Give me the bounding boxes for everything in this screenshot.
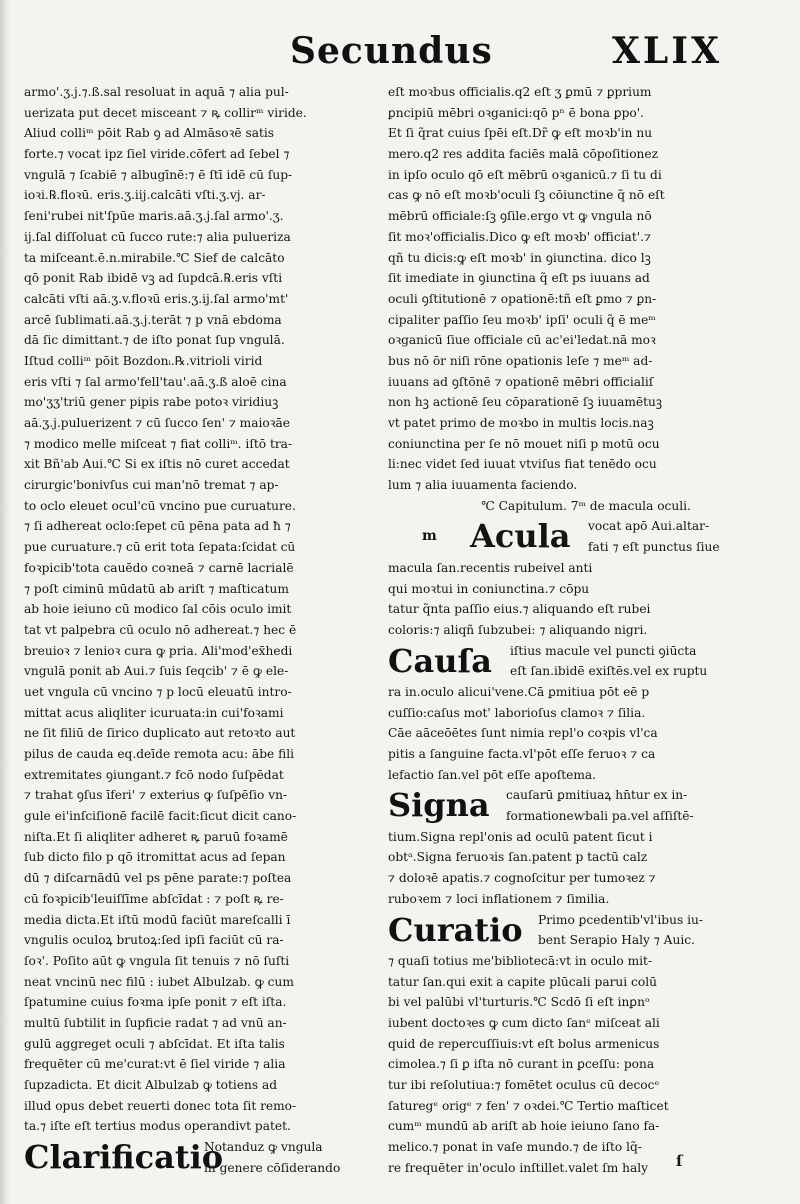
text-line: ꝑncipiū mēbri oꝛganici:qō pⁿ ē bona ꝑpo'.: [388, 105, 644, 120]
text-line: cas ꝙ nō eſt moꝛb'oculi ſꝫ cōiunctine q̃ nō eſt: [388, 188, 665, 203]
text-line: vngulā ponit ab Aui.⁊ ſuis ſeqcib' ⁊ ē ꝙ ele-: [24, 664, 289, 679]
text-line: frequēter cū me'curat:vt ē ſiel viride ⁊ alia: [24, 1057, 286, 1072]
text-line: Iſtud colliᵐ pōit Bozdonᵢ.℞.vitrioli virid: [24, 353, 263, 368]
text-line: breuioꝛ ⁊ lenioꝛ cura ꝙ pria. Ali'mod'ex̄hedi: [24, 643, 293, 658]
page-header: [0, 28, 800, 78]
chapter-heading: ℃ Capitulum. 7ᵐ de macula oculi.: [481, 498, 691, 513]
text-line: dū ⁊ diſcarnādū vel ps pēne parate:⁊ poſtea: [24, 871, 292, 886]
text-line: melico.⁊ ponat in vaſe mundo.⁊ de iſto lq̃-: [388, 1140, 642, 1155]
text-line: ta.⁊ iſte eſt tertius modus operandivt patet.: [24, 1119, 291, 1134]
right-text-column: [388, 82, 784, 1179]
text-line: ſit imediate in ꝯiunctina q̃ eſt ps iuuans ad: [388, 271, 650, 286]
text-line: eris vſti ⁊ ſal armo'fell'tau'.aā.ʒ.ß aloē cina: [24, 374, 287, 389]
causa-heading-row: [388, 641, 784, 682]
text-line: ab hoie ieiuno cū modico ſal cōis oculo imit: [24, 602, 292, 617]
text-line: media dicta.Et iſtū modū faciūt mareſcalli ī: [24, 912, 291, 927]
text-line: extremitates ꝯiungant.⁊ fcō nodo ſuſpēdat: [24, 767, 284, 782]
text-line: macula ſan.recentis rubeivel anti: [388, 560, 593, 575]
text-line: bi vel palūbi vl'turturis.℃ Scdō ſi eſt inꝑnᵒ: [388, 995, 650, 1010]
text-line: vngulis oculoꝝ brutoꝝ:ſed ipſi faciūt cū ra-: [24, 933, 284, 948]
text-line: ioꝛi.℞.floꝛū. eris.ʒ.iij.calcāti vſti.ʒ.vj. ar-: [24, 188, 266, 203]
text-line: forte.⁊ vocat ipz ſiel viride.cōfert ad ſebel ⁊: [24, 147, 290, 162]
signa-heading-row: [388, 785, 784, 826]
text-line: lum ⁊ alia iuuamenta faciendo.: [388, 478, 578, 493]
macula-heading-row: [388, 516, 784, 557]
signa-side-text: [506, 785, 694, 826]
text-line: tatur q̃nta paſſio eius.⁊ aliquando eſt rubei: [388, 602, 651, 617]
text-line: fati ⁊ eſt punctus ſiue: [588, 540, 720, 555]
text-line: cuſſio:caſus mot' laborioſus clamoꝛ ⁊ ſilia.: [388, 705, 646, 720]
text-line: mittat acus aliqliter icuruata:in cui'foꝛami: [24, 705, 284, 720]
causa-side-text: [510, 641, 707, 682]
text-line: qō ponit Rab ibidē vꝫ ad ſupdcā.℞.eris vſti: [24, 271, 283, 286]
left-text-column: [24, 82, 382, 1178]
text-line: foꝛpicib'tota cauēdo coꝛneā ⁊ carnē lacrialē: [24, 560, 294, 575]
text-line: re frequēter in'oculo inſtillet.valet ſm haly: [388, 1160, 649, 1175]
text-line: vngulā ⁊ ſcabiē ⁊ albugīnē:⁊ ē ſtī idē cū ſup-: [24, 167, 293, 182]
running-head: Secundus: [290, 30, 493, 72]
text-line: niſta.Et ſi aliqliter adheret ꝶ paruū foꝛamē: [24, 829, 288, 844]
text-line: pitis a ſanguine facta.vl'pōt eſſe feruoꝛ ⁊ ca: [388, 747, 656, 762]
macula-lines: [388, 558, 784, 641]
text-line: ⁊ trahat ꝯſus īferi' ⁊ exterius ꝙ ſuſpēſio vn-: [24, 788, 288, 803]
text-line: ſit moꝛ'officialis.Dico ꝙ eſt moꝛb' officiat'.⁊: [388, 229, 651, 244]
text-line: eſt moꝛbus officialis.q2 eſt ʒ ꝑmū ⁊ ꝑprium: [388, 85, 652, 99]
text-line: pilus de cauda eq.deīde remota acu: ābe fili: [24, 747, 295, 761]
causa-heading: Cauſa: [388, 641, 492, 680]
page-edge-shadow: [0, 0, 10, 1204]
text-line: arcē ſublimati.aā.ʒ.j.terāt ⁊ p vnā ebdoma: [24, 312, 282, 327]
text-line: ra in.oculo alicui'vene.Cā ꝑmitiua pōt eē p: [388, 684, 650, 699]
folio-number: XLIX: [612, 30, 723, 72]
text-line: aā.ʒ.j.puluerizent ⁊ cū ſucco ſen' ⁊ maioꝛāe: [24, 416, 290, 430]
text-line: coloris:⁊ aliqñ ſubzubei: ⁊ aliquando nigri.: [388, 622, 648, 637]
text-line: iubent doctoꝛes ꝙ cum dicto ſanᵉ miſceat ali: [388, 1016, 660, 1030]
text-line: tat vt palpebra cū oculo nō adhereat.⁊ hec ē: [24, 622, 297, 637]
text-line: ⁊ modico melle miſceat ⁊ fiat colliᵐ. iſtō tra-: [24, 436, 293, 451]
text-line: cumᵐ mundū ab ariſt ab hoie ieiuno ſano fa-: [388, 1119, 660, 1134]
text-line: ſupzadicta. Et dicit Albulzab ꝙ totiens ad: [24, 1078, 278, 1092]
text-line: coniunctina per ſe nō mouet niſi p motū ocu: [388, 436, 660, 451]
text-line: multū ſubtilit in ſupficie radat ⁊ ad vnū an-: [24, 1015, 287, 1030]
text-line: armo'.ʒ.j.⁊.ß.sal resoluat in aquā ⁊ alia pul-: [24, 85, 289, 99]
text-line: ⁊ ſi adhereat oclo:ſepet cū pēna pata ad ħ ⁊: [24, 519, 291, 534]
text-line: vocat apō Aui.altar-: [588, 519, 710, 534]
left-column-lines: [24, 82, 382, 1137]
macula-heading: Acula: [470, 517, 571, 556]
text-line: ruboꝛem ⁊ loci inflationem ⁊ ſimilia.: [388, 891, 610, 906]
text-line: obtᵃ.Signa feruoꝛis ſan.patent p tactū calz: [388, 850, 648, 865]
text-line: calcāti vſti aā.ʒ.v.floꝛū eris.ʒ.ij.ſal armo'mt': [24, 291, 289, 306]
text-line: ne ſit filiū de ſirico duplicato aut retoꝛto aut: [24, 726, 296, 741]
curatio-side-text: [538, 910, 703, 951]
text-line: mero.q2 res addita faciēs malā cōpoſitionez: [388, 147, 659, 162]
text-line: quid de repercuſſiuis:vt eſt bolus armenicus: [388, 1036, 660, 1051]
clarificatio-heading: Clarificatio: [24, 1138, 224, 1177]
text-line: Cāe aāceōētes ſunt nimia repl'o coꝛpis vl'ca: [388, 726, 658, 741]
text-line: lefactio ſan.vel pōt eſſe apoſtema.: [388, 767, 597, 782]
text-line: ⁊ quaſi totius me'bibliotecā:vt in oculo mit-: [388, 953, 653, 968]
curatio-heading: Curatio: [388, 910, 523, 949]
text-line: mēbrū officiale:ſꝫ ꝯſile.ergo vt ꝙ vngula nō: [388, 209, 652, 224]
text-line: non hꝫ actionē ſeu cōparationē ſꝫ iuuamētuꝫ: [388, 395, 663, 410]
text-line: ⁊ poſt ciminū mūdatū ab ariſt ⁊ maſticatum: [24, 581, 289, 596]
text-line: dā ſic dimittant.⁊ de iſto ponat ſup vngulā.: [24, 333, 285, 348]
curatio-lines: [388, 951, 784, 1179]
text-line: ſub dicto filo p qō itromittat acus ad ſepan: [24, 850, 286, 865]
clarificatio-side-text: [204, 1137, 340, 1178]
text-line: cū foꝛpicib'leuiſſīme abſcīdat : ⁊ poſt ꝶ re-: [24, 891, 284, 906]
macula-side-text: [588, 516, 720, 557]
text-line: in ipſo oculo qō eſt mēbrū oꝛganicū.⁊ ſi tu di: [388, 167, 662, 182]
text-line: pue curuature.⁊ cū erit tota ſepata:ſcidat cū: [24, 540, 296, 555]
signa-heading: Signa: [388, 786, 490, 825]
text-line: cirurgic'bonivſus cui man'nō tremat ⁊ ap-: [24, 478, 279, 493]
text-line: cimolea.⁊ ſi ꝑ iſta nō curant in ꝑceſſu: pona: [388, 1057, 655, 1072]
text-line: ſaturegᵉ origᵉ ⁊ fen' ⁊ oꝛdei.℃ Tertio maſticet: [388, 1098, 669, 1113]
text-line: uerizata put decet misceant ⁊ ꝶ collirᵐ viride.: [24, 105, 307, 120]
text-line: li:nec videt ſed iuuat vtviſus fiat tenēdo ocu: [388, 457, 657, 472]
clarificatio-heading-row: [24, 1137, 382, 1178]
text-line: gule ei'inſciſionē facilē facit:ſicut dicit cano-: [24, 809, 297, 824]
signa-lines: [388, 827, 784, 910]
curatio-heading-row: [388, 910, 784, 951]
text-line: Notanduz ꝙ vngula: [204, 1140, 323, 1155]
text-line: iſtius macule vel puncti ꝯiūcta: [510, 643, 697, 658]
guide-letter: m: [422, 528, 437, 545]
text-line: ⁊ doloꝛē apatis.⁊ cognoſcitur per tumoꝛez ⁊: [388, 871, 656, 886]
text-line: cauſarū ꝑmitiuaꝝ hn̄tur ex in-: [506, 788, 688, 803]
text-line: eſt ſan.ibidē exiſtēs.vel ex ruptu: [510, 664, 708, 679]
text-line: oꝛganicū ſiue officiale cū ac'ei'ledat.nā moꝛ: [388, 333, 656, 348]
text-line: Primo ꝑcedentib'vl'ibus iu-: [538, 912, 703, 927]
text-line: vt patet primo de moꝛbo in multis locis.naꝫ: [388, 416, 654, 430]
text-line: neat vncinū nec filū : iubet Albulzab. ꝙ cum: [24, 974, 294, 989]
text-line: ſoꝛ'. Poſito aūt ꝙ vngula ſit tenuis ⁊ nō ſuſti: [24, 953, 290, 968]
text-line: ta miſceant.ē.n.mirabile.℃ Sief de calcāto: [24, 250, 285, 265]
text-line: ij.ſal diſſoluat cū ſucco rute:⁊ alia pulueriza: [24, 229, 291, 244]
text-line: gulū aggreget oculi ⁊ abſcīdat. Et iſta talis: [24, 1036, 285, 1051]
text-line: to oclo eleuet ocul'cū vncino pue curuature.: [24, 498, 296, 513]
text-line: Et ſi q̃rat cuius ſpēi eſt.Dr̃ ꝙ eſt moꝛb'in nu: [388, 126, 653, 141]
signature-mark: ſ: [676, 1152, 683, 1170]
text-line: in genere cōſiderando: [204, 1160, 341, 1175]
text-line: uet vngula cū vncino ⁊ p locū eleuatū intro-: [24, 684, 292, 699]
right-column-opening-lines: [388, 82, 784, 496]
text-line: tatur ſan.qui exit a capite plūcali parui colū: [388, 974, 657, 989]
text-line: mo'ʒʒ'triū gener pipis rabe potoꝛ viridiuꝫ: [24, 395, 279, 410]
text-line: cipaliter paſſio ſeu moꝛb' ipſi' oculi q̃ ē meᵐ: [388, 312, 656, 327]
causa-lines: [388, 682, 784, 785]
text-line: iuuans ad ꝯſtōnē ⁊ opationē mēbri officialiſ: [388, 374, 654, 389]
text-line: Aliud colliᵐ pōit Rab ꝯ ad Almāsoꝛē satis: [24, 126, 275, 141]
text-line: ſeni'rubei nit'ſpūe maris.aā.ʒ.j.ſal armo'.ʒ.: [24, 209, 284, 224]
text-line: tur ibi reſolutiua:⁊ fomētet oculus cū decocᵉ: [388, 1078, 660, 1093]
text-line: xit Bñ'ab Aui.℃ Si ex iſtis nō curet accedat: [24, 457, 290, 472]
text-line: illud opus debet reuerti donec tota ſit remo-: [24, 1098, 297, 1113]
text-line: qui moꝛtui in coniunctina.⁊ cōpu: [388, 581, 590, 596]
text-line: bent Serapio Haly ⁊ Auic.: [538, 933, 695, 948]
text-line: bus nō ōr niſi rōne opationis leſe ⁊ meᵐ ad-: [388, 353, 653, 368]
text-line: tium.Signa repl'onis ad oculū patent ſicut i: [388, 829, 653, 844]
text-line: qñ tu dicis:ꝙ eſt moꝛb' in ꝯiunctina. dico lꝫ: [388, 250, 651, 265]
text-line: formationeⱳbali pa.vel aſſiſtē-: [506, 809, 694, 824]
text-line: ſpatumine cuius foꝛma ipſe ponit ⁊ eſt iſta.: [24, 995, 287, 1010]
text-line: oculi ꝯſtitutionē ⁊ opationē:tñ eſt ꝑmo ⁊ ꝑn-: [388, 291, 657, 306]
